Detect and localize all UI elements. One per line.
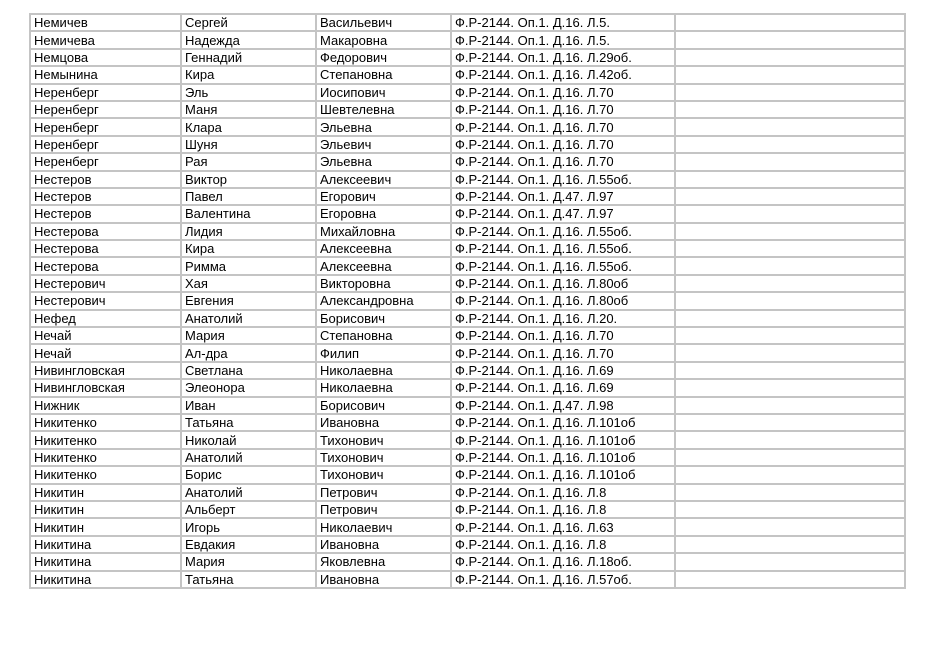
first-name-cell: Клара bbox=[181, 118, 316, 135]
first-name-cell: Николай bbox=[181, 431, 316, 448]
empty-cell bbox=[675, 275, 905, 292]
surname-cell: Никитенко bbox=[30, 414, 181, 431]
empty-cell bbox=[675, 536, 905, 553]
surname-cell: Немичева bbox=[30, 31, 181, 48]
first-name-cell: Альберт bbox=[181, 501, 316, 518]
table-row bbox=[30, 275, 905, 292]
first-name-cell: Ал-дра bbox=[181, 344, 316, 361]
empty-cell bbox=[675, 240, 905, 257]
patronymic-cell: Яковлевна bbox=[316, 553, 451, 570]
archive-reference-cell: Ф.Р-2144. Оп.1. Д.16. Л.80об bbox=[451, 292, 675, 309]
archive-reference-cell: Ф.Р-2144. Оп.1. Д.16. Л.20. bbox=[451, 310, 675, 327]
surname-cell: Никитенко bbox=[30, 431, 181, 448]
surname-cell: Нестеров bbox=[30, 188, 181, 205]
empty-cell bbox=[675, 136, 905, 153]
table-row bbox=[30, 310, 905, 327]
first-name-cell: Эль bbox=[181, 84, 316, 101]
empty-cell bbox=[675, 484, 905, 501]
patronymic-cell: Федорович bbox=[316, 49, 451, 66]
archive-reference-cell: Ф.Р-2144. Оп.1. Д.16. Л.70 bbox=[451, 84, 675, 101]
table-row bbox=[30, 571, 905, 588]
empty-cell bbox=[675, 223, 905, 240]
archive-reference-cell: Ф.Р-2144. Оп.1. Д.47. Л.97 bbox=[451, 205, 675, 222]
table-row bbox=[30, 379, 905, 396]
empty-cell bbox=[675, 362, 905, 379]
patronymic-cell: Александровна bbox=[316, 292, 451, 309]
first-name-cell: Хая bbox=[181, 275, 316, 292]
archive-reference-cell: Ф.Р-2144. Оп.1. Д.16. Л.70 bbox=[451, 344, 675, 361]
empty-cell bbox=[675, 205, 905, 222]
table-row bbox=[30, 188, 905, 205]
archive-reference-cell: Ф.Р-2144. Оп.1. Д.16. Л.8 bbox=[451, 484, 675, 501]
patronymic-cell: Тихонович bbox=[316, 466, 451, 483]
archive-reference-cell: Ф.Р-2144. Оп.1. Д.16. Л.55об. bbox=[451, 240, 675, 257]
archive-reference-cell: Ф.Р-2144. Оп.1. Д.16. Л.80об bbox=[451, 275, 675, 292]
empty-cell bbox=[675, 449, 905, 466]
table-row bbox=[30, 240, 905, 257]
surname-cell: Нестеров bbox=[30, 171, 181, 188]
empty-cell bbox=[675, 66, 905, 83]
archive-reference-cell: Ф.Р-2144. Оп.1. Д.16. Л.101об bbox=[451, 449, 675, 466]
patronymic-cell: Эльевич bbox=[316, 136, 451, 153]
surname-cell: Никитин bbox=[30, 518, 181, 535]
patronymic-cell: Тихонович bbox=[316, 431, 451, 448]
surname-cell: Никитенко bbox=[30, 466, 181, 483]
surname-cell: Немцова bbox=[30, 49, 181, 66]
surname-cell: Нестерова bbox=[30, 240, 181, 257]
table-row bbox=[30, 553, 905, 570]
archive-reference-cell: Ф.Р-2144. Оп.1. Д.16. Л.18об. bbox=[451, 553, 675, 570]
patronymic-cell: Борисович bbox=[316, 397, 451, 414]
first-name-cell: Сергей bbox=[181, 14, 316, 31]
table-row bbox=[30, 14, 905, 31]
patronymic-cell: Шевтелевна bbox=[316, 101, 451, 118]
patronymic-cell: Эльевна bbox=[316, 153, 451, 170]
patronymic-cell: Михайловна bbox=[316, 223, 451, 240]
table-row bbox=[30, 327, 905, 344]
archive-reference-cell: Ф.Р-2144. Оп.1. Д.16. Л.70 bbox=[451, 136, 675, 153]
first-name-cell: Евдакия bbox=[181, 536, 316, 553]
surname-cell: Нефед bbox=[30, 310, 181, 327]
archive-reference-cell: Ф.Р-2144. Оп.1. Д.16. Л.70 bbox=[451, 327, 675, 344]
first-name-cell: Павел bbox=[181, 188, 316, 205]
patronymic-cell: Тихонович bbox=[316, 449, 451, 466]
table-row bbox=[30, 292, 905, 309]
table-row bbox=[30, 101, 905, 118]
empty-cell bbox=[675, 31, 905, 48]
table-row bbox=[30, 84, 905, 101]
first-name-cell: Виктор bbox=[181, 171, 316, 188]
archive-reference-cell: Ф.Р-2144. Оп.1. Д.16. Л.101об bbox=[451, 431, 675, 448]
archive-reference-cell: Ф.Р-2144. Оп.1. Д.16. Л.57об. bbox=[451, 571, 675, 588]
patronymic-cell: Ивановна bbox=[316, 571, 451, 588]
patronymic-cell: Васильевич bbox=[316, 14, 451, 31]
first-name-cell: Анатолий bbox=[181, 310, 316, 327]
table-row bbox=[30, 536, 905, 553]
table-row bbox=[30, 431, 905, 448]
archive-reference-cell: Ф.Р-2144. Оп.1. Д.16. Л.69 bbox=[451, 362, 675, 379]
empty-cell bbox=[675, 553, 905, 570]
first-name-cell: Анатолий bbox=[181, 484, 316, 501]
surname-cell: Никитин bbox=[30, 501, 181, 518]
archive-reference-cell: Ф.Р-2144. Оп.1. Д.16. Л.101об bbox=[451, 466, 675, 483]
surname-cell: Немичев bbox=[30, 14, 181, 31]
first-name-cell: Лидия bbox=[181, 223, 316, 240]
surname-cell: Никитин bbox=[30, 484, 181, 501]
archive-reference-cell: Ф.Р-2144. Оп.1. Д.16. Л.5. bbox=[451, 14, 675, 31]
patronymic-cell: Алексеевна bbox=[316, 240, 451, 257]
first-name-cell: Рая bbox=[181, 153, 316, 170]
archive-reference-cell: Ф.Р-2144. Оп.1. Д.16. Л.101об bbox=[451, 414, 675, 431]
patronymic-cell: Алексеевна bbox=[316, 257, 451, 274]
surname-cell: Нивингловская bbox=[30, 362, 181, 379]
table-row bbox=[30, 136, 905, 153]
surname-cell: Нивингловская bbox=[30, 379, 181, 396]
archive-reference-cell: Ф.Р-2144. Оп.1. Д.16. Л.70 bbox=[451, 153, 675, 170]
empty-cell bbox=[675, 431, 905, 448]
surname-cell: Нестерович bbox=[30, 275, 181, 292]
first-name-cell: Светлана bbox=[181, 362, 316, 379]
first-name-cell: Евгения bbox=[181, 292, 316, 309]
table-row bbox=[30, 31, 905, 48]
table-row bbox=[30, 49, 905, 66]
table-row bbox=[30, 223, 905, 240]
table-row bbox=[30, 449, 905, 466]
empty-cell bbox=[675, 118, 905, 135]
surname-cell: Никитина bbox=[30, 536, 181, 553]
patronymic-cell: Николаевна bbox=[316, 379, 451, 396]
archive-reference-cell: Ф.Р-2144. Оп.1. Д.16. Л.29об. bbox=[451, 49, 675, 66]
archive-reference-cell: Ф.Р-2144. Оп.1. Д.16. Л.63 bbox=[451, 518, 675, 535]
first-name-cell: Татьяна bbox=[181, 571, 316, 588]
patronymic-cell: Петрович bbox=[316, 501, 451, 518]
empty-cell bbox=[675, 188, 905, 205]
archive-reference-cell: Ф.Р-2144. Оп.1. Д.16. Л.69 bbox=[451, 379, 675, 396]
surname-cell: Неренберг bbox=[30, 118, 181, 135]
archive-reference-cell: Ф.Р-2144. Оп.1. Д.16. Л.42об. bbox=[451, 66, 675, 83]
empty-cell bbox=[675, 171, 905, 188]
archive-reference-cell: Ф.Р-2144. Оп.1. Д.16. Л.8 bbox=[451, 501, 675, 518]
first-name-cell: Римма bbox=[181, 257, 316, 274]
patronymic-cell: Николаевич bbox=[316, 518, 451, 535]
table-row bbox=[30, 66, 905, 83]
patronymic-cell: Степановна bbox=[316, 66, 451, 83]
empty-cell bbox=[675, 344, 905, 361]
archive-reference-cell: Ф.Р-2144. Оп.1. Д.16. Л.5. bbox=[451, 31, 675, 48]
first-name-cell: Татьяна bbox=[181, 414, 316, 431]
patronymic-cell: Макаровна bbox=[316, 31, 451, 48]
patronymic-cell: Эльевна bbox=[316, 118, 451, 135]
surname-cell: Никитина bbox=[30, 553, 181, 570]
document-page bbox=[29, 13, 906, 589]
table-row bbox=[30, 257, 905, 274]
surname-cell: Неренберг bbox=[30, 153, 181, 170]
surname-cell: Никитенко bbox=[30, 449, 181, 466]
empty-cell bbox=[675, 379, 905, 396]
patronymic-cell: Петрович bbox=[316, 484, 451, 501]
table-row bbox=[30, 153, 905, 170]
surname-cell: Нечай bbox=[30, 344, 181, 361]
patronymic-cell: Борисович bbox=[316, 310, 451, 327]
empty-cell bbox=[675, 101, 905, 118]
surname-cell: Нижник bbox=[30, 397, 181, 414]
first-name-cell: Иван bbox=[181, 397, 316, 414]
surname-cell: Никитина bbox=[30, 571, 181, 588]
table-row bbox=[30, 205, 905, 222]
table-row bbox=[30, 344, 905, 361]
records-table-body bbox=[30, 14, 905, 588]
first-name-cell: Игорь bbox=[181, 518, 316, 535]
first-name-cell: Маня bbox=[181, 101, 316, 118]
table-row bbox=[30, 362, 905, 379]
empty-cell bbox=[675, 327, 905, 344]
empty-cell bbox=[675, 14, 905, 31]
surname-cell: Неренберг bbox=[30, 101, 181, 118]
empty-cell bbox=[675, 292, 905, 309]
patronymic-cell: Филип bbox=[316, 344, 451, 361]
archive-reference-cell: Ф.Р-2144. Оп.1. Д.47. Л.98 bbox=[451, 397, 675, 414]
patronymic-cell: Ивановна bbox=[316, 536, 451, 553]
first-name-cell: Элеонора bbox=[181, 379, 316, 396]
patronymic-cell: Егоровна bbox=[316, 205, 451, 222]
empty-cell bbox=[675, 571, 905, 588]
surname-cell: Неренберг bbox=[30, 84, 181, 101]
surname-cell: Нечай bbox=[30, 327, 181, 344]
patronymic-cell: Иосипович bbox=[316, 84, 451, 101]
empty-cell bbox=[675, 310, 905, 327]
first-name-cell: Мария bbox=[181, 553, 316, 570]
table-row bbox=[30, 118, 905, 135]
first-name-cell: Мария bbox=[181, 327, 316, 344]
empty-cell bbox=[675, 466, 905, 483]
first-name-cell: Надежда bbox=[181, 31, 316, 48]
patronymic-cell: Николаевна bbox=[316, 362, 451, 379]
table-row bbox=[30, 484, 905, 501]
archive-reference-cell: Ф.Р-2144. Оп.1. Д.47. Л.97 bbox=[451, 188, 675, 205]
first-name-cell: Кира bbox=[181, 240, 316, 257]
first-name-cell: Валентина bbox=[181, 205, 316, 222]
patronymic-cell: Ивановна bbox=[316, 414, 451, 431]
empty-cell bbox=[675, 257, 905, 274]
first-name-cell: Геннадий bbox=[181, 49, 316, 66]
table-row bbox=[30, 414, 905, 431]
archive-reference-cell: Ф.Р-2144. Оп.1. Д.16. Л.55об. bbox=[451, 257, 675, 274]
empty-cell bbox=[675, 49, 905, 66]
table-row bbox=[30, 501, 905, 518]
patronymic-cell: Викторовна bbox=[316, 275, 451, 292]
first-name-cell: Шуня bbox=[181, 136, 316, 153]
archive-reference-cell: Ф.Р-2144. Оп.1. Д.16. Л.70 bbox=[451, 101, 675, 118]
surname-cell: Нестерова bbox=[30, 223, 181, 240]
patronymic-cell: Степановна bbox=[316, 327, 451, 344]
table-row bbox=[30, 397, 905, 414]
surname-cell: Нестеров bbox=[30, 205, 181, 222]
surname-cell: Немынина bbox=[30, 66, 181, 83]
first-name-cell: Борис bbox=[181, 466, 316, 483]
records-table bbox=[29, 13, 906, 589]
first-name-cell: Анатолий bbox=[181, 449, 316, 466]
empty-cell bbox=[675, 153, 905, 170]
archive-reference-cell: Ф.Р-2144. Оп.1. Д.16. Л.55об. bbox=[451, 223, 675, 240]
patronymic-cell: Егорович bbox=[316, 188, 451, 205]
empty-cell bbox=[675, 501, 905, 518]
empty-cell bbox=[675, 414, 905, 431]
table-row bbox=[30, 171, 905, 188]
empty-cell bbox=[675, 397, 905, 414]
surname-cell: Неренберг bbox=[30, 136, 181, 153]
surname-cell: Нестерова bbox=[30, 257, 181, 274]
table-row bbox=[30, 518, 905, 535]
surname-cell: Нестерович bbox=[30, 292, 181, 309]
table-row bbox=[30, 466, 905, 483]
empty-cell bbox=[675, 84, 905, 101]
archive-reference-cell: Ф.Р-2144. Оп.1. Д.16. Л.55об. bbox=[451, 171, 675, 188]
archive-reference-cell: Ф.Р-2144. Оп.1. Д.16. Л.70 bbox=[451, 118, 675, 135]
archive-reference-cell: Ф.Р-2144. Оп.1. Д.16. Л.8 bbox=[451, 536, 675, 553]
patronymic-cell: Алексеевич bbox=[316, 171, 451, 188]
empty-cell bbox=[675, 518, 905, 535]
first-name-cell: Кира bbox=[181, 66, 316, 83]
